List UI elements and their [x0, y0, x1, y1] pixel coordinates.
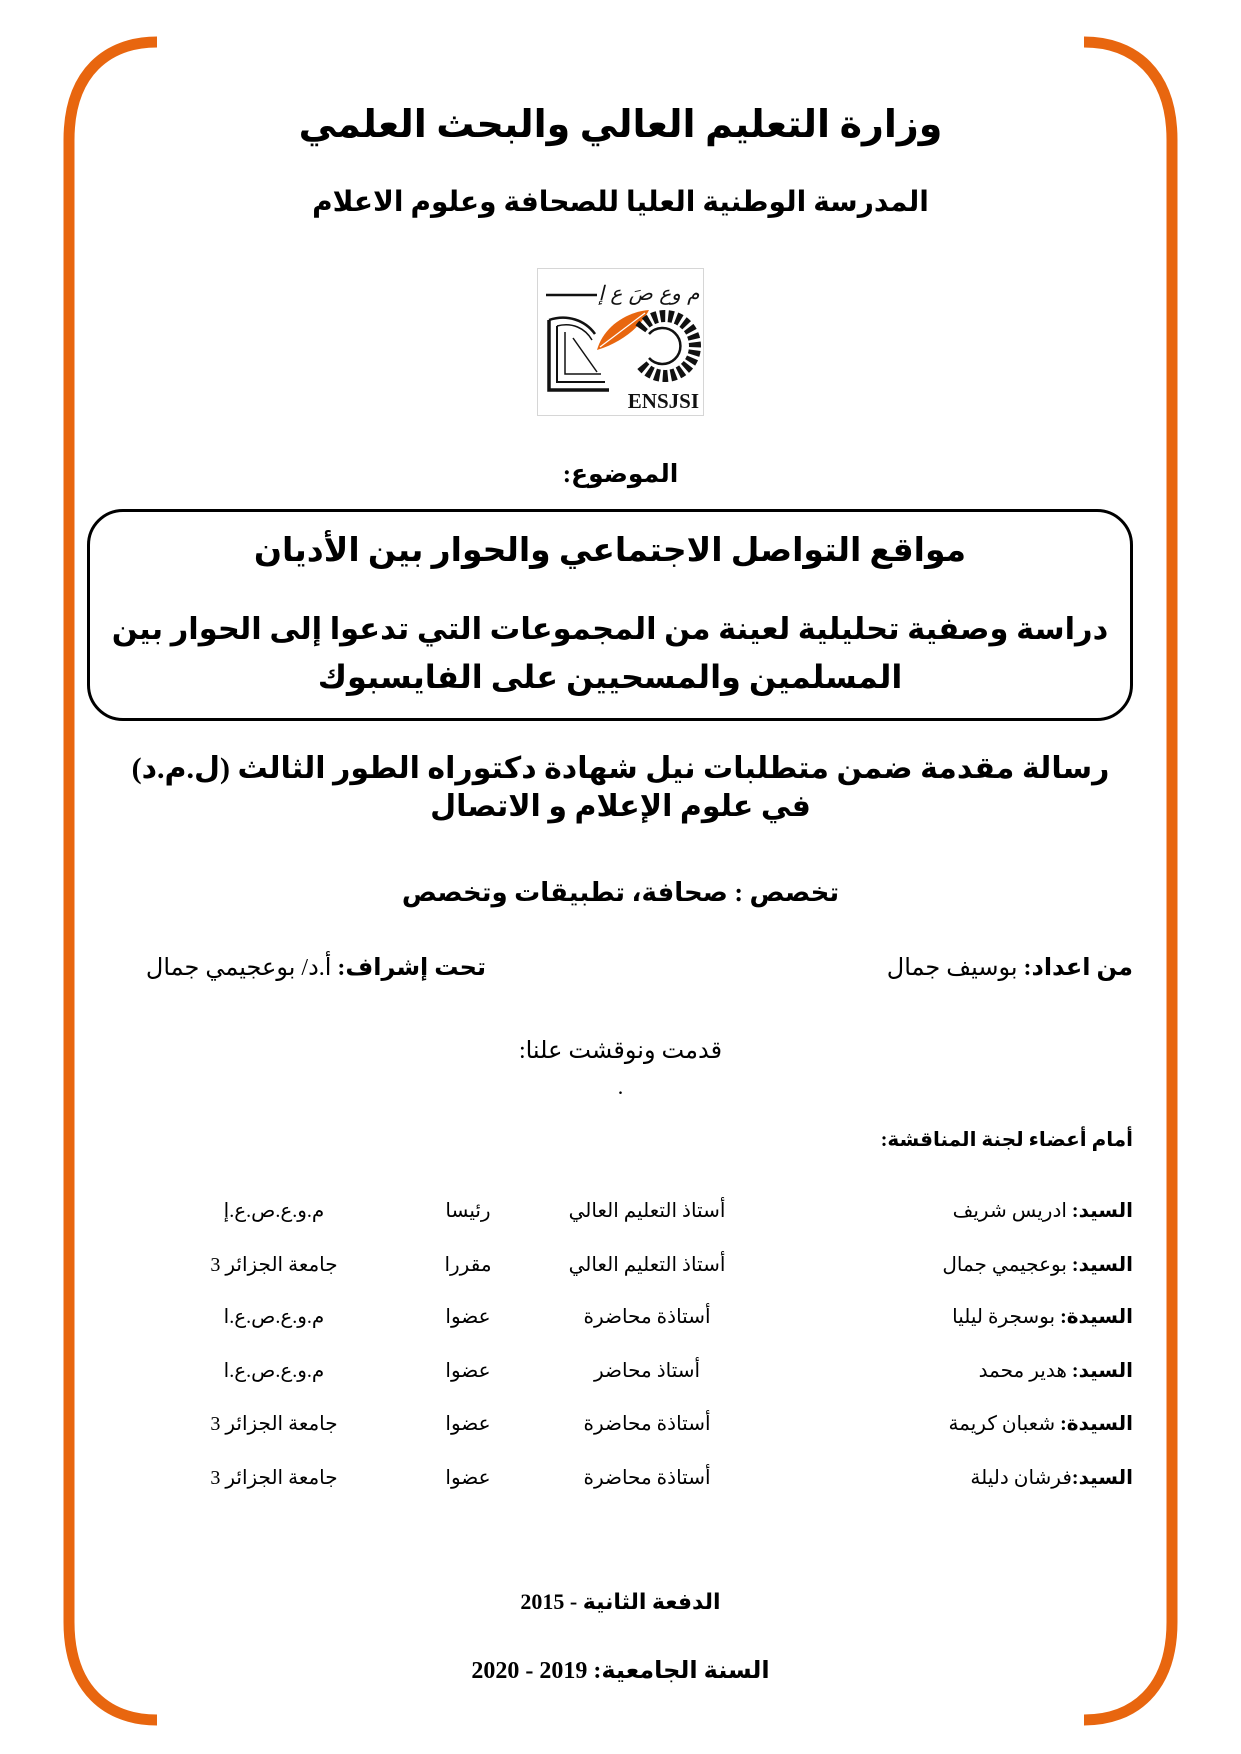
member-institution: جامعة الجزائر 3: [210, 1254, 338, 1276]
member-rank: أستاذ محاضر: [593, 1360, 701, 1382]
supervised-by-label: تحت إشراف:: [337, 955, 486, 981]
member-rank: أستاذ التعليم العالي: [568, 1200, 726, 1222]
school-logo: [537, 268, 704, 416]
degree-field: في علوم الإعلام و الاتصال: [430, 790, 811, 823]
thesis-title: مواقع التواصل الاجتماعي والحوار بين الأديان: [253, 533, 967, 569]
member-name: [979, 1355, 1133, 1387]
member-institution: م.و.ع.ص.ع.ا: [223, 1306, 325, 1328]
logo-arabic-lettering: م وع صَ ع إ: [598, 281, 700, 305]
member-rank: أستاذة محاضرة: [583, 1306, 711, 1328]
thesis-subtitle-line-2: المسلمين والمسحيين على الفايسبوك: [317, 659, 903, 695]
defense-placeholder-line: .: [617, 1074, 624, 1099]
member-name-text: فرشان دليلة: [970, 1467, 1072, 1489]
member-role: عضوا: [445, 1306, 491, 1328]
school-logo-graphic: [537, 268, 704, 416]
committee-row: [0, 1249, 1241, 1281]
member-title: السيدة:: [1060, 1413, 1133, 1435]
academic-year: السنة الجامعية: 2019 - 2020: [471, 1658, 770, 1684]
prepared-by-label: من اعداد:: [1023, 955, 1133, 981]
thesis-subtitle-line-1: دراسة وصفية تحليلية لعينة من المجموعات التي تدعوا إلى الحوار بين: [111, 612, 1109, 646]
member-name: [942, 1249, 1133, 1281]
member-name: [948, 1408, 1133, 1440]
member-institution: م.و.ع.ص.ع.إ: [223, 1200, 325, 1222]
subject-box: [87, 509, 1133, 721]
committee-row: [0, 1408, 1241, 1440]
member-name-text: هدير محمد: [978, 1360, 1067, 1382]
member-institution: جامعة الجزائر 3: [210, 1413, 338, 1435]
ministry-title: وزارة التعليم العالي والبحث العلمي: [298, 104, 943, 146]
member-name-text: بوعجيمي جمال: [942, 1254, 1067, 1276]
supervised-by-name: أ.د/ بوعجيمي جمال: [145, 955, 332, 981]
member-rank: أستاذة محاضرة: [583, 1413, 711, 1435]
supervised-by: [146, 952, 486, 984]
member-role: عضوا: [445, 1360, 491, 1382]
cohort: الدفعة الثانية - 2015: [520, 1589, 721, 1614]
member-name-text: ادريس شريف: [952, 1200, 1067, 1222]
committee-heading: أمام أعضاء لجنة المناقشة:: [880, 1129, 1133, 1151]
member-rank: أستاذ التعليم العالي: [568, 1254, 726, 1276]
member-role: عضوا: [445, 1413, 491, 1435]
member-title: السيدة:: [1060, 1306, 1133, 1328]
committee-row: [0, 1301, 1241, 1333]
school-name: المدرسة الوطنية العليا للصحافة وعلوم الاعلام: [312, 187, 929, 218]
member-name: [952, 1301, 1133, 1333]
member-role: مقررا: [444, 1254, 492, 1276]
committee-row: [0, 1462, 1241, 1494]
subject-label: الموضوع:: [562, 461, 679, 488]
member-rank: أستاذة محاضرة: [583, 1467, 711, 1489]
defense-statement: قدمت ونوقشت علنا:: [518, 1038, 723, 1064]
specialty: تخصص : صحافة، تطبيقات وتخصص: [401, 878, 840, 907]
member-title: السيد:: [1071, 1360, 1133, 1382]
member-name: [970, 1462, 1133, 1494]
member-title: السيد:: [1071, 1467, 1133, 1489]
member-name-text: بوسجرة ليليا: [952, 1306, 1056, 1328]
logo-latin-lettering: ENSJSI: [627, 389, 699, 413]
member-role: عضوا: [445, 1467, 491, 1489]
committee-row: [0, 1355, 1241, 1387]
member-role: رئيسا: [445, 1200, 491, 1222]
member-name: [953, 1195, 1133, 1227]
member-title: السيد:: [1071, 1254, 1133, 1276]
member-name-text: شعبان كريمة: [948, 1413, 1056, 1435]
member-institution: جامعة الجزائر 3: [210, 1467, 338, 1489]
prepared-by: [887, 952, 1133, 984]
degree-statement: رسالة مقدمة ضمن متطلبات نيل شهادة دكتوراه الطور الثالث (ل.م.د): [131, 752, 1110, 785]
member-title: السيد:: [1071, 1200, 1133, 1222]
member-institution: م.و.ع.ص.ع.ا: [223, 1360, 325, 1382]
prepared-by-name: بوسيف جمال: [886, 955, 1018, 981]
committee-row: [0, 1195, 1241, 1227]
